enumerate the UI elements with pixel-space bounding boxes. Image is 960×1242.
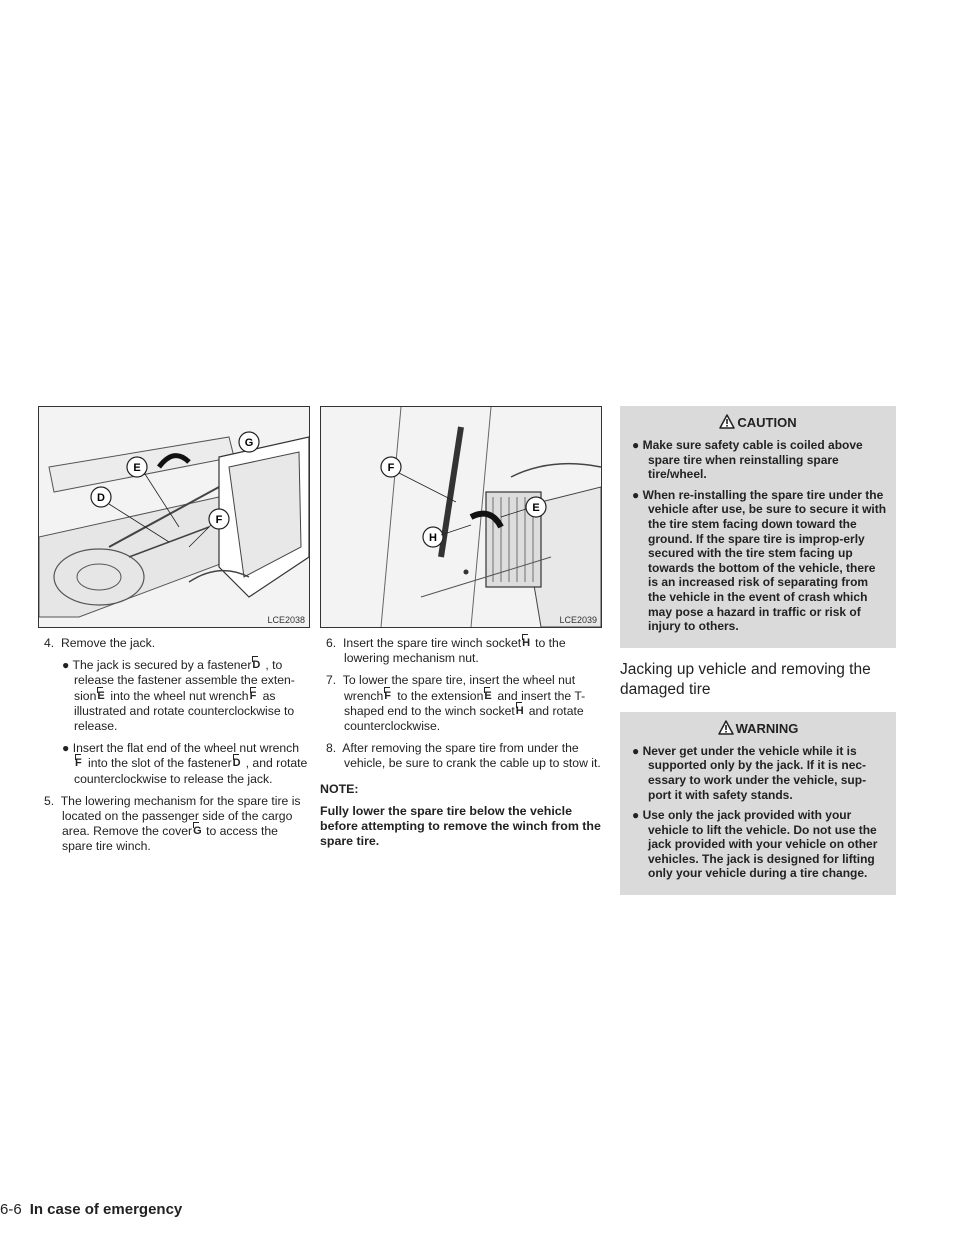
warning-box (620, 712, 896, 895)
step-text: Remove the jack. (60, 636, 156, 650)
fig1-label-e: E (133, 462, 141, 474)
page-number: 6-6 (0, 1201, 22, 1218)
step-4 (38, 636, 310, 651)
fig1-label-d: D (97, 492, 105, 504)
text: to the extension (397, 688, 484, 703)
caution-box (620, 406, 896, 648)
caution-title (628, 408, 888, 438)
bullet-dot: ● (62, 741, 70, 756)
ref-mark: F (384, 690, 396, 704)
step-7 (320, 673, 602, 734)
warning-item (628, 744, 888, 802)
note-body: Fully lower the spare tire below the vehicle before attempting to remove the winch from the spare tire. (320, 803, 601, 849)
step-number: 8. (326, 741, 337, 756)
bullet-dot: ● (632, 743, 640, 758)
caution-item (628, 438, 888, 482)
fig2-label-e: E (532, 502, 540, 514)
text: Never get under the vehicle while it is supported only by the jack. If it is nec-essary to work under the vehicle, sup-port it with safety stands. (642, 743, 867, 802)
warning-title (628, 714, 888, 744)
ref-mark: E (97, 690, 109, 704)
text: Make sure safety cable is coiled above spare tire when reinstalling spare tire/wheel. (642, 438, 863, 482)
ref-mark: H (516, 705, 528, 719)
figure-code: LCE2038 (267, 615, 305, 625)
section-heading: Jacking up vehicle and removing the damaged tire (620, 660, 871, 698)
fig2-label-f: F (387, 462, 395, 474)
text: to access the spare tire winch. (62, 824, 278, 854)
text: into the wheel nut wrench (110, 688, 249, 703)
ref-mark: H (522, 637, 534, 651)
warning-item (628, 808, 888, 881)
step-number: 5. (44, 793, 55, 808)
ref-mark: D (252, 659, 264, 673)
caution-list (628, 438, 888, 634)
page-footer (0, 1201, 182, 1218)
fig1-label-f: F (215, 514, 223, 526)
column-right (620, 406, 896, 895)
text: and insert the T-shaped end to the winch socket (344, 688, 586, 718)
column-left (38, 406, 310, 862)
step-number: 6. (326, 636, 337, 650)
warning-triangle-icon (718, 720, 734, 735)
text: and rotate counterclockwise. (344, 703, 584, 734)
bullet-flat-end (38, 741, 310, 787)
text: The jack is secured by a fastener (72, 658, 252, 673)
text: The lowering mechanism for the spare tire is located on the passenger side of the cargo area. Remove the cover (60, 793, 301, 839)
bullet-dot: ● (632, 808, 640, 823)
ref-mark: F (75, 757, 87, 771)
text: Use only the jack provided with your vehicle to lift the vehicle. Do not use the jack provided with your vehicle on other vehicles. The jack is designed for lifting only your vehicle during a tire change. (642, 808, 878, 881)
text: To lower the spare tire, insert the wheel nut wrench (342, 673, 576, 703)
caution-label: CAUTION (737, 415, 797, 430)
fig1-label-g: G (244, 437, 254, 449)
text: When re-installing the spare tire under the vehicle after use, be sure to secure it with the tire stem facing down toward the ground. If the spare tire is improp-erly secured with the tire stem facing up towards the bottom of the vehicle, there is an increased risk of separating from the vehicle in the event of crash which may pose a hazard in traffic or risk of injury to others. (642, 487, 887, 634)
ref-mark: E (484, 690, 496, 704)
warning-label: WARNING (735, 720, 799, 736)
section-name: In case of emergency (29, 1201, 183, 1218)
fig2-label-h: H (429, 532, 437, 544)
step-number: 4. (44, 636, 55, 650)
step-6 (320, 636, 602, 666)
warning-triangle-icon (719, 414, 735, 429)
ref-mark: F (250, 690, 262, 704)
column-middle (320, 406, 602, 849)
step-text: After removing the spare tire from under the vehicle, be sure to crank the cable up to stow it. (342, 741, 601, 771)
warning-list (628, 744, 888, 881)
bullet-fastener (38, 658, 310, 734)
figure-winch-socket (320, 406, 602, 628)
text: Insert the spare tire winch socket (342, 636, 522, 650)
ref-mark: G (193, 825, 205, 839)
step-8 (320, 741, 602, 771)
jack-removal-illustration (39, 407, 309, 627)
text: into the slot of the fastener (88, 756, 232, 771)
text: as illustrated and rotate counterclockwise to release. (74, 688, 295, 734)
bullet-dot: ● (632, 487, 640, 502)
text: , and rotate counterclockwise to release the jack. (74, 756, 308, 786)
winch-socket-illustration (321, 407, 601, 627)
figure-code: LCE2039 (559, 615, 597, 625)
bullet-dot: ● (62, 658, 70, 673)
text: Insert the flat end of the wheel nut wrench (72, 741, 300, 756)
caution-item (628, 488, 888, 634)
text: , to release the fastener assemble the exten-sion (74, 658, 295, 703)
figure-jack-removal (38, 406, 310, 628)
step-5 (38, 794, 310, 855)
bullet-dot: ● (632, 438, 640, 452)
note-title: NOTE: (320, 781, 359, 796)
text: to the lowering mechanism nut. (344, 636, 566, 666)
step-number: 7. (326, 673, 337, 688)
ref-mark: D (233, 757, 245, 771)
